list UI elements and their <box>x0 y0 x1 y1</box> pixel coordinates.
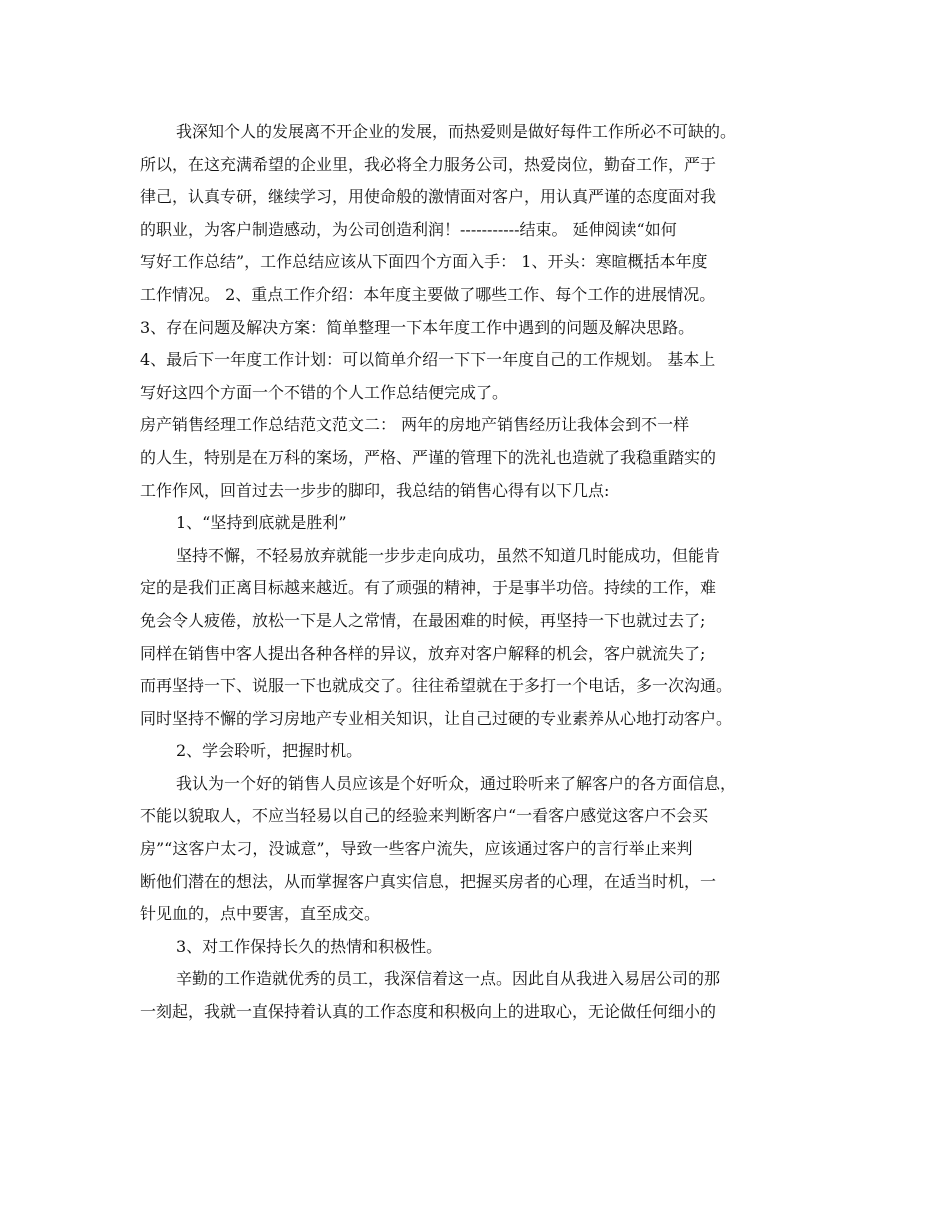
text-line: 免会令人疲倦，放松一下是人之常情，在最困难的时候，再坚持一下也就过去了; <box>140 610 706 630</box>
text-line: 3、对工作保持长久的热情和积极性。 <box>176 936 443 956</box>
text-line: 工作作风，回首过去一步步的脚印，我总结的销售心得有以下几点: <box>140 480 610 500</box>
text-line: 而再坚持一下、说服一下也就成交了。往往希望就在于多打一个电话，多一次沟通。 <box>140 676 733 696</box>
text-line: 一刻起，我就一直保持着认真的工作态度和积极向上的进取心，无论做任何细小的 <box>140 1002 717 1022</box>
text-line: 我深知个人的发展离不开企业的发展，而热爱则是做好每件工作所必不可缺的。 <box>176 122 737 141</box>
text-line: 工作情况。 2、重点工作介绍：本年度主要做了哪些工作、每个工作的进展情况。 <box>140 284 716 304</box>
text-line: 3、存在问题及解决方案：简单整理一下本年度工作中遇到的问题及解决思路。 <box>140 317 695 337</box>
text-line: 1、“坚持到底就是胜利” <box>176 513 347 533</box>
document-body <box>140 116 820 1029</box>
text-line: 我认为一个好的销售人员应该是个好听众，通过聆听来了解客户的各方面信息， <box>176 773 737 793</box>
text-line: 律己，认真专研，继续学习，用使命般的激情面对客户，用认真严谨的态度面对我 <box>140 187 717 207</box>
text-line: 辛勤的工作造就优秀的员工，我深信着这一点。因此自从我进入易居公司的那 <box>176 969 721 989</box>
text-line: 的职业，为客户制造感动，为公司创造利润！-----------结束。 延伸阅读“如何 <box>140 219 677 239</box>
text-line: 定的是我们正离目标越来越近。有了顽强的精神，于是事半功倍。持续的工作，难 <box>140 578 717 598</box>
text-line: 写好工作总结”，工作总结应该从下面四个方面入手： 1、开头：寒暄概括本年度 <box>140 252 708 272</box>
text-line: 不能以貌取人，不应当轻易以自己的经验来判断客户“一看客户感觉这客户不会买 <box>140 806 709 826</box>
text-line: 断他们潜在的想法，从而掌握客户真实信息，把握买房者的心理，在适当时机，一 <box>140 871 717 891</box>
text-line: 的人生，特别是在万科的案场，严格、严谨的管理下的洗礼也造就了我稳重踏实的 <box>140 447 717 467</box>
text-line: 针见血的，点中要害，直至成交。 <box>140 904 381 924</box>
text-line: 坚持不懈，不轻易放弃就能一步步走向成功，虽然不知道几时能成功，但能肯 <box>176 545 721 565</box>
text-line: 写好这四个方面一个不错的个人工作总结便完成了。 <box>140 382 509 402</box>
text-line: 所以，在这充满希望的企业里，我必将全力服务公司，热爱岗位，勤奋工作，严于 <box>140 154 717 174</box>
text-line: 2、学会聆听，把握时机。 <box>176 741 363 761</box>
text-line: 房产销售经理工作总结范文范文二： 两年的房地产销售经历让我体会到不一样 <box>140 415 690 435</box>
text-line: 同时坚持不懈的学习房地产专业相关知识，让自己过硬的专业素养从心地打动客户。 <box>140 708 733 728</box>
text-line: 房”“这客户太刁，没诚意”，导致一些客户流失，应该通过客户的言行举止来判 <box>140 839 693 859</box>
text-line: 4、最后下一年度工作计划：可以简单介绍一下下一年度自己的工作规划。 基本上 <box>140 350 716 370</box>
text-line: 同样在销售中客人提出各种各样的异议，放弃对客户解释的机会，客户就流失了; <box>140 643 706 663</box>
